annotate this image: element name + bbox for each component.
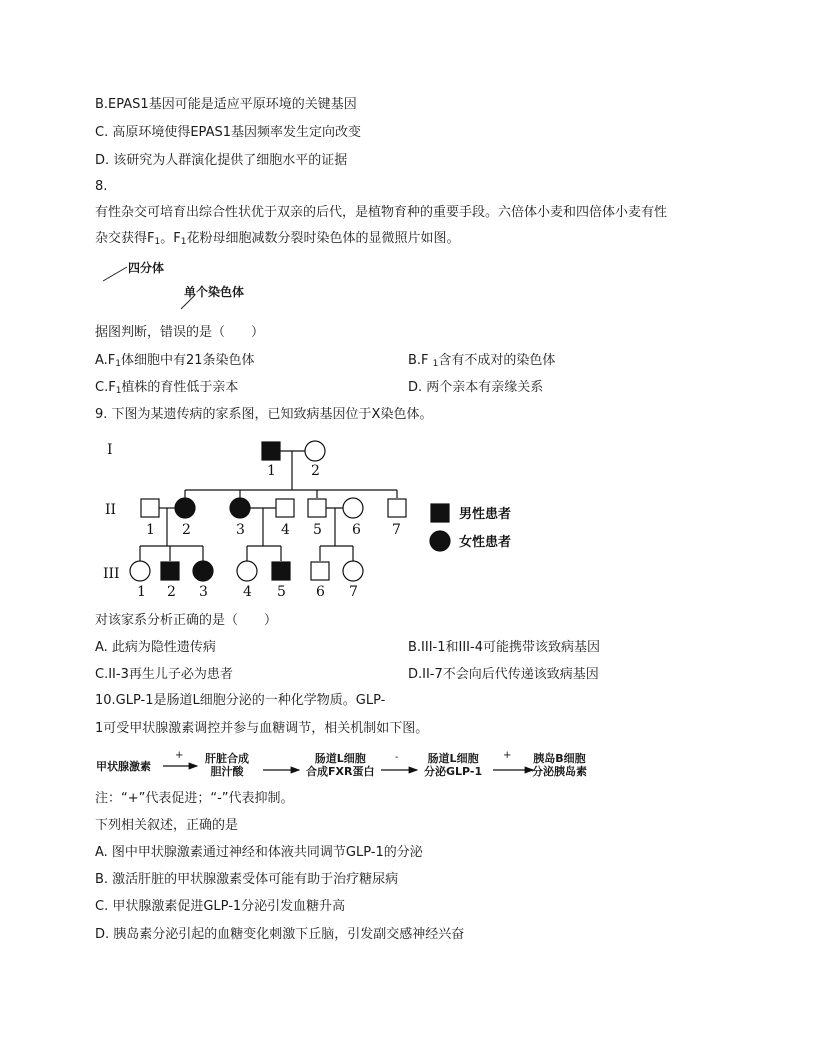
- legend-male-label: 男性患者: [459, 507, 512, 522]
- q8-option-c-text2: 植株的育性低于亲本: [121, 380, 239, 395]
- pedigree-III7-female: [343, 561, 363, 581]
- q9-option-c: C.II-3再生儿子必为患者: [95, 667, 233, 682]
- flow-node-liver: [205, 752, 249, 778]
- flow-node-thyroid-hormone: 甲状腺激素: [96, 760, 151, 773]
- q8-stem-text-a: 杂交获得F: [95, 231, 155, 246]
- sign-promote-2: +: [503, 750, 512, 761]
- q8-option-a-text1: A.F: [95, 353, 116, 368]
- q8-option-b-text2: 含有不成对的染色体: [438, 353, 556, 368]
- sign-inhibit: -: [395, 752, 399, 763]
- II-4-number: 4: [281, 522, 290, 538]
- q8-option-b: [408, 352, 555, 373]
- pedigree-I1-affected-male: [262, 442, 280, 460]
- label-single-chromosome: 单个染色体: [184, 285, 245, 299]
- q8-option-c-text1: C.F: [95, 380, 116, 395]
- flow-node-fxr-line1: 肠道L细胞: [314, 752, 366, 765]
- q8-stem-sub2: 1: [180, 237, 187, 247]
- pedigree-III4-female: [237, 561, 257, 581]
- q8-option-d: D. 两个亲本有亲缘关系: [408, 380, 544, 395]
- pedigree-III2-affected-male: [161, 562, 179, 580]
- III-2-number: 2: [167, 584, 176, 600]
- q10-option-a: A. 图中甲状腺激素通过神经和体液共同调节GLP-1的分泌: [95, 845, 423, 860]
- gen-label-I: I: [107, 442, 113, 458]
- q10-note: 注：“+”代表促进；“-”代表抑制。: [95, 791, 294, 806]
- q8-option-b-sub: 1: [432, 359, 439, 369]
- q8-option-a-text2: 体细胞中有21条染色体: [121, 353, 255, 368]
- flow-node-liver-line1: 肝脏合成: [205, 752, 249, 765]
- pedigree-III5-affected-male: [272, 562, 290, 580]
- q10-question: 下列相关叙述，正确的是: [95, 818, 239, 833]
- q8-option-b-text1: B.F: [408, 353, 433, 368]
- pedigree-II3-affected-female: [230, 498, 250, 518]
- label-tetrad: 四分体: [128, 261, 165, 275]
- q10-stem-line2: 1可受甲状腺激素调控并参与血糖调节，相关机制如下图。: [95, 721, 429, 736]
- flow-node-glp1: [424, 752, 482, 778]
- q8-stem-text-b: 。F: [160, 231, 181, 246]
- gen-label-III: III: [103, 566, 120, 582]
- III-4-number: 4: [243, 584, 252, 600]
- II-3-number: 3: [236, 522, 245, 538]
- II-2-number: 2: [182, 522, 191, 538]
- q10-option-b: B. 激活肝脏的甲状腺激素受体可能有助于治疗糖尿病: [95, 872, 399, 887]
- III-5-number: 5: [277, 584, 286, 600]
- III-3-number: 3: [199, 584, 208, 600]
- q8-stem-line2: [95, 230, 459, 251]
- q8-question: 据图判断，错误的是（ ）: [95, 325, 265, 340]
- pedigree-III3-affected-female: [193, 561, 213, 581]
- pedigree-chart: [95, 430, 555, 605]
- tetrad-pointer-line: [103, 267, 127, 281]
- pedigree-II4-male: [276, 499, 294, 517]
- pedigree-II1-male: [141, 499, 159, 517]
- q9-question: 对该家系分析正确的是（ ）: [95, 613, 278, 628]
- q10-option-d: D. 胰岛素分泌引起的血糖变化刺激下丘脑，引发副交感神经兴奋: [95, 927, 465, 942]
- flow-node-glp1-line1: 肠道L细胞: [427, 752, 479, 765]
- pedigree-II7-male: [388, 499, 406, 517]
- q7-option-c: C. 高原环境使得EPAS1基因频率发生定向改变: [95, 125, 361, 140]
- sign-promote-1: +: [175, 750, 184, 761]
- q8-number: 8.: [95, 179, 108, 194]
- q9-stem: 9. 下图为某遗传病的家系图，已知致病基因位于X染色体。: [95, 407, 433, 422]
- q9-option-b: B.III-1和III-4可能携带该致病基因: [408, 640, 600, 655]
- I-2-number: 2: [311, 463, 320, 479]
- q9-option-a: A. 此病为隐性遗传病: [95, 640, 216, 655]
- pedigree-I2-female: [305, 441, 325, 461]
- flow-node-fxr: [306, 752, 374, 778]
- q7-option-b: B.EPAS1基因可能是适应平原环境的关键基因: [95, 97, 357, 112]
- q8-stem-line1: 有性杂交可培育出综合性状优于双亲的后代，是植物育种的重要手段。六倍体小麦和四倍体小麦有性: [95, 205, 668, 220]
- pedigree-II5-male: [308, 499, 326, 517]
- pedigree-III6-male: [311, 562, 329, 580]
- pedigree-II6-female: [343, 498, 363, 518]
- II-5-number: 5: [313, 522, 322, 538]
- q8-option-a: [95, 352, 255, 373]
- legend-female-label: 女性患者: [459, 535, 512, 550]
- III-1-number: 1: [137, 584, 146, 600]
- q7-option-d: D. 该研究为人群演化提供了细胞水平的证据: [95, 153, 348, 168]
- q8-option-c-sub: 1: [115, 386, 122, 396]
- flow-node-fxr-line2: 合成FXR蛋白: [306, 765, 375, 778]
- legend-male-affected-symbol: [431, 504, 449, 522]
- I-1-number: 1: [267, 463, 276, 479]
- flow-node-insulin-line1: 胰岛B细胞: [533, 752, 586, 765]
- q8-stem-sub1: 1: [154, 237, 161, 247]
- pedigree-II2-affected-female: [175, 498, 195, 518]
- q8-option-c: [95, 379, 238, 400]
- q8-stem-text-c: 花粉母细胞减数分裂时染色体的显微照片如图。: [186, 231, 460, 246]
- q8-option-a-sub: 1: [115, 359, 122, 369]
- q10-option-c: C. 甲状腺激素促进GLP-1分泌引发血糖升高: [95, 899, 346, 914]
- flow-node-insulin: [532, 752, 587, 778]
- legend-female-affected-symbol: [430, 531, 450, 551]
- pedigree-III1-female: [130, 561, 150, 581]
- II-7-number: 7: [392, 522, 401, 538]
- II-6-number: 6: [352, 522, 361, 538]
- flow-node-insulin-line2: 分泌胰岛素: [532, 765, 587, 778]
- III-6-number: 6: [316, 584, 325, 600]
- q9-option-d: D.II-7不会向后代传递该致病基因: [408, 667, 599, 682]
- gen-label-II: II: [105, 502, 117, 518]
- III-7-number: 7: [349, 584, 358, 600]
- q10-stem-line1: 10.GLP-1是肠道L细胞分泌的一种化学物质。GLP-: [95, 693, 386, 708]
- flow-node-glp1-line2: 分泌GLP-1: [424, 765, 483, 778]
- flow-node-liver-line2: 胆汁酸: [210, 765, 244, 778]
- II-1-number: 1: [146, 522, 155, 538]
